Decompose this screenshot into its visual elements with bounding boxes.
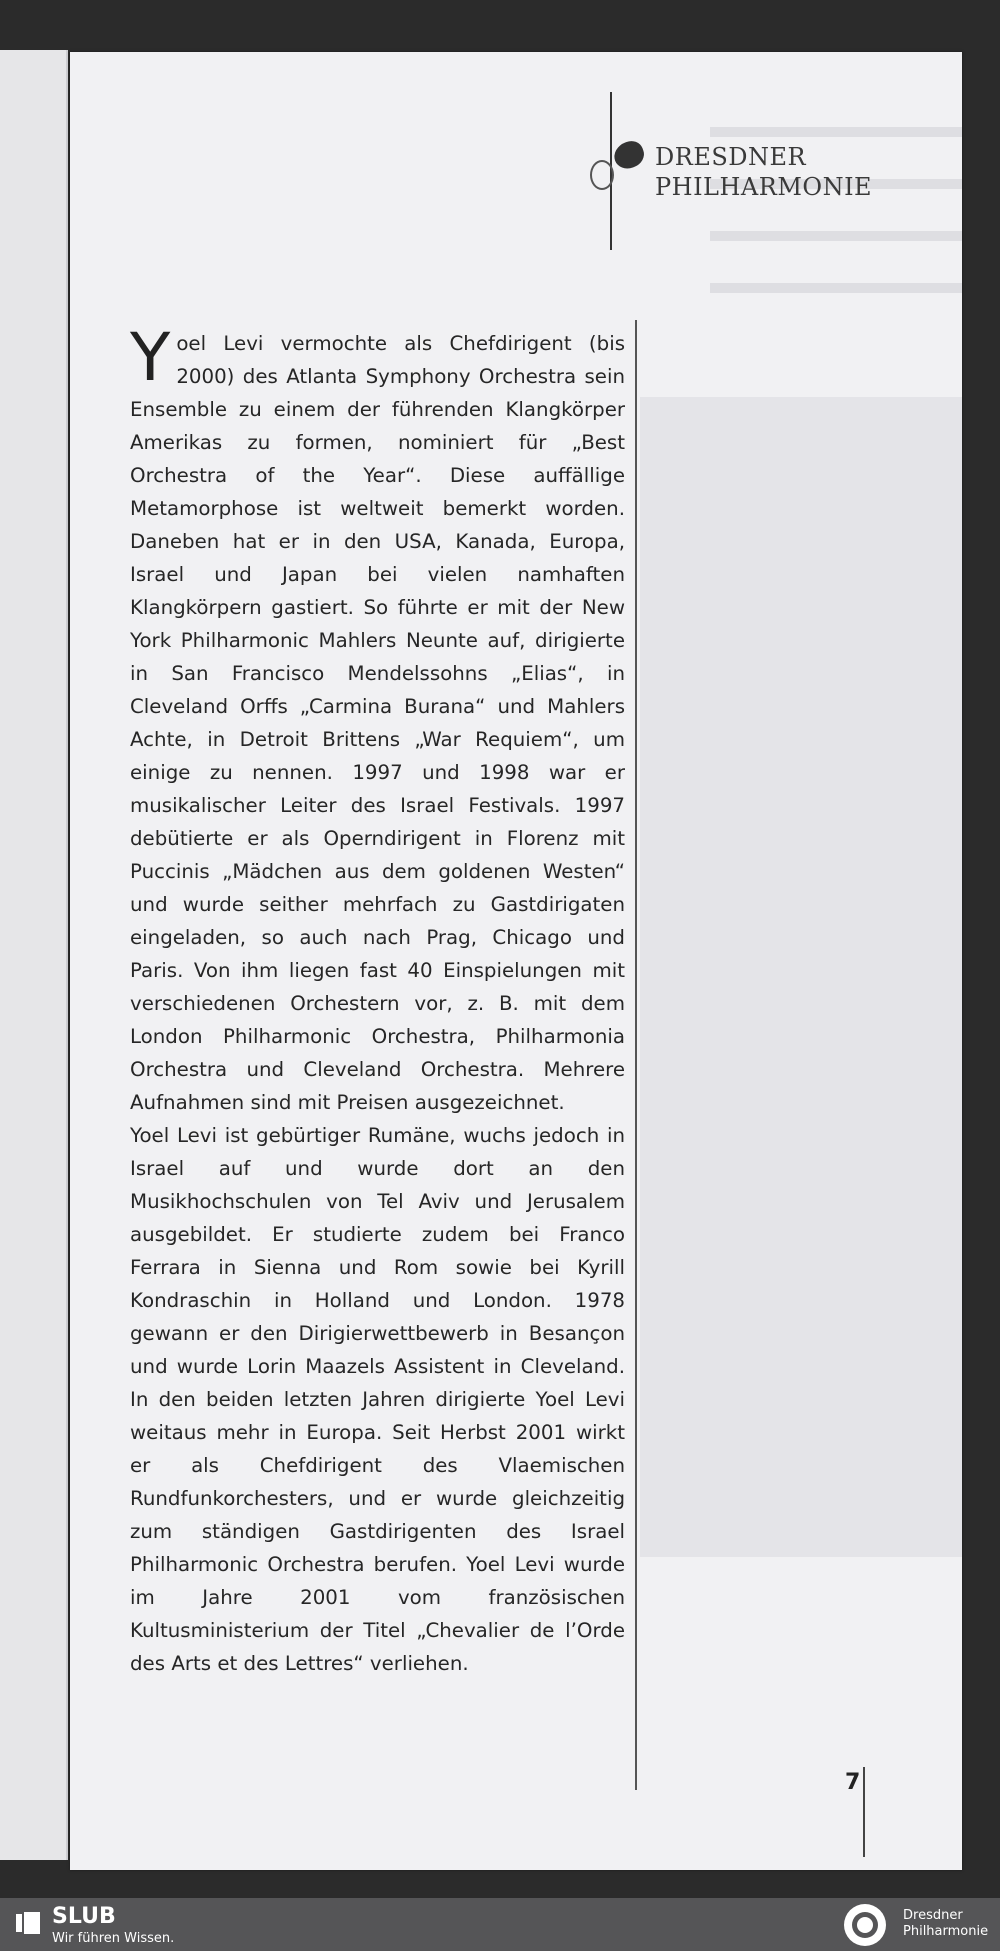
- logo-text: [655, 142, 872, 202]
- slub-tagline: Wir führen Wissen.: [52, 1931, 175, 1946]
- logo-line-2: PHILHARMONIE: [655, 173, 873, 201]
- article-body: [130, 319, 625, 1680]
- partner-line-2: Philharmonie: [903, 1924, 989, 1939]
- dresdner-philharmonie-logo: [600, 92, 960, 252]
- logo-note-head: [610, 138, 647, 173]
- logo-ring: [590, 160, 614, 190]
- philharmonie-emblem-icon: [842, 1902, 888, 1948]
- show-through-line: [710, 283, 962, 293]
- partner-line-1: Dresdner: [903, 1908, 963, 1923]
- paragraph-1: [130, 319, 625, 1119]
- column-divider: [635, 320, 637, 1790]
- paragraph-2: Yoel Levi ist gebürtiger Rumäne, wuchs jedoch in Israel auf und wurde dort an den Musikhochschulen von Tel Aviv und Jerusalem ausgebildet. Er studierte zudem bei Franco Ferrara in Sienna und Rom sowie bei Kyrill Kondraschin in Holland und London. 1978 gewann er den Dirigierwettbewerb in Besançon und wurde Lorin Maazels Assistent in Cleveland. In den beiden letzten Jahren dirigierte Yoel Levi weitaus mehr in Europa. Seit Herbst 2001 wirkt er als Chefdirigent des Vlaemischen Rundfunkorchesters, und er wurde gleichzeitig zum ständigen Gastdirigenten des Israel Philharmonic Orchestra berufen. Yoel Levi wurde im Jahre 2001 vom französischen Kultusministerium der Titel „Chevalier de l’Orde des Arts et des Lettres“ verliehen.: [130, 1124, 625, 1675]
- show-through-panel: [640, 397, 962, 1557]
- drop-cap: Y: [130, 319, 171, 396]
- footer-bar: [0, 1898, 1000, 1951]
- logo-line-1: DRESDNER: [655, 143, 807, 171]
- page-number: 7: [845, 1770, 861, 1795]
- slub-title: SLUB: [52, 1904, 116, 1929]
- page-number-rule: [863, 1767, 865, 1857]
- document-page: [70, 52, 962, 1870]
- paragraph-1-text: oel Levi vermochte als Chefdirigent (bis 2000) des Atlanta Symphony Orchestra sein Ensemble zu einem der führenden Klangkörper Amerikas zu formen, nominiert für „Best Orchestra of the Year“. Diese auffällige Metamorphose ist weltweit bemerkt worden. Daneben hat er in den USA, Kanada, Europa, Israel und Japan bei vielen namhaften Klangkörpern gastiert. So führte er mit der New York Philharmonic Mahlers Neunte auf, dirigierte in San Francisco Mendelssohns „Elias“, in Cleveland Orffs „Carmina Burana“ und Mahlers Achte, in Detroit Brittens „War Requiem“, um einige zu nennen. 1997 und 1998 war er musikalischer Leiter des Israel Festivals. 1997 debütierte er als Operndirigent in Florenz mit Puccinis „Mädchen aus dem goldenen Westen“ und wurde seither mehrfach zu Gastdirigaten eingeladen, so auch nach Prag, Chicago und Paris. Von ihm liegen fast 40 Einspielungen mit verschiedenen Orchestern vor, z. B. mit dem London Philharmonic Orchestra, Philharmonia Orchestra und Cleveland Orchestra. Mehrere Aufnahmen sind mit Preisen ausgezeichnet.: [130, 332, 625, 1114]
- facing-page-edge: [0, 50, 68, 1860]
- philharmonie-footer-text: [903, 1908, 988, 1940]
- slub-logo-icon: [12, 1908, 42, 1938]
